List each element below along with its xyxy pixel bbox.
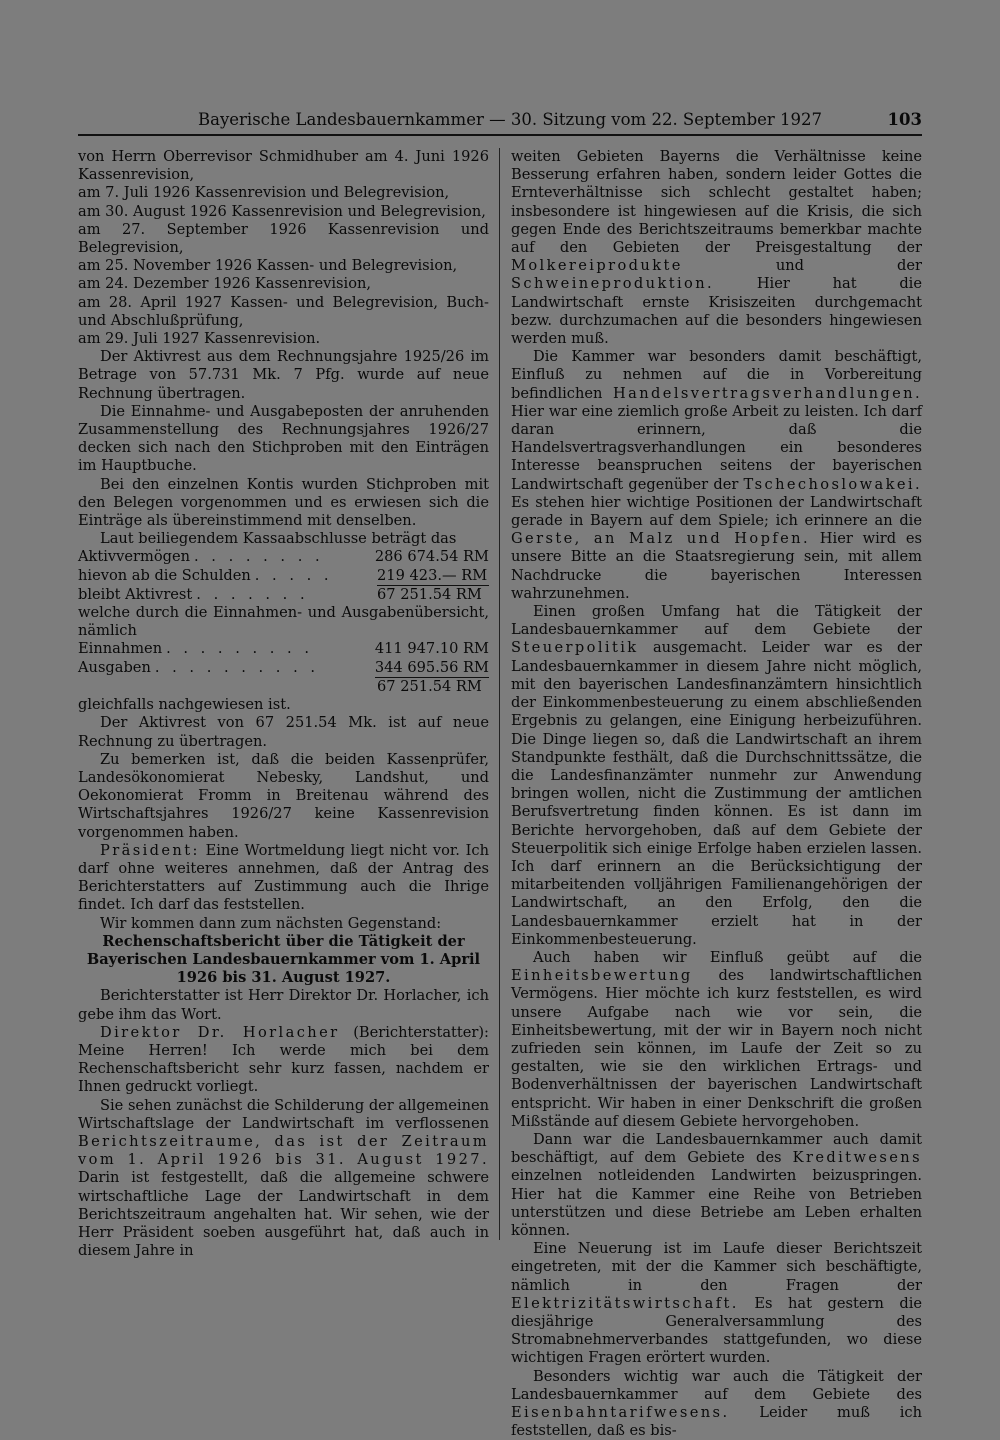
emphasis: Molkereiprodukte	[511, 257, 683, 275]
ledger-row	[78, 567, 489, 586]
left-column	[78, 148, 489, 1260]
list-item: von Herrn Oberrevisor Schmidhuber am 4. Juni 1926 Kassenrevision,	[78, 148, 489, 184]
list-item: am 7. Juli 1926 Kassenrevision und Belegrevision,	[78, 184, 450, 202]
ledger-dots: . . . . . . . . . .	[154, 658, 319, 676]
paragraph: weiten Gebieten Bayerns die Verhältnisse keine Besserung erfahren haben, sondern leider Gottes die Ernteverhältnisse sich schlecht gestaltet haben; insbesondere ist hingewiesen auf die Krisis, die sich gegen Ende des Berichtszeitraums bemerkbar machte auf den Gebieten der Preisgestaltung der Molkereiprodukte und der Schweineproduktion. Hier hat die Landwirtschaft ernste Krisiszeiten durchgemacht bezw. durchzumachen auf die besonders hingewiesen werden muß.	[511, 148, 922, 348]
ledger-label: Einnahmen	[78, 640, 163, 658]
ledger-dots: . . . . . . . .	[194, 548, 324, 566]
paragraph: welche durch die Einnahmen- und Ausgabenübersicht, nämlich	[78, 604, 489, 640]
paragraph	[78, 842, 489, 915]
paragraph: Die Einnahme- und Ausgabeposten der anruhenden Zusammenstellung des Rechnungsjahres 1926/27 decken sich nach den Stichproben mit den Einträgen im Hauptbuche.	[78, 402, 489, 475]
paragraph: Sie sehen zunächst die Schilderung der allgemeinen Wirtschaftslage der Landwirtschaft im verflossenen Berichtszeitraume, das ist der Zeitraum vom 1. April 1926 bis 31. August 1927. Darin ist festgestellt, daß die allgemeine schwere wirtschaftliche Lage der Landwirtschaft in dem Berichtszeitraum angehalten hat. Wir sehen, wie der Herr Präsident soeben ausgeführt hat, daß auch in diesem Jahre in	[78, 1096, 490, 1260]
ledger-amount: 411 947.10 RM	[374, 640, 489, 658]
paragraph: Zu bemerken ist, daß die beiden Kassenprüfer, Landesökonomierat Nebesky, Landshut, und Oekonomierat Fromm in Breitenau während des Wirtschaftsjahres 1926/27 keine Kassenrevision vorgenommen haben.	[78, 750, 489, 841]
ledger-dots: . . . . . . .	[196, 585, 309, 603]
speaker-name: Direktor Dr. Horlacher	[100, 1023, 340, 1041]
ledger-label: Ausgaben	[78, 658, 151, 676]
paragraph: Wir kommen dann zum nächsten Gegenstand:	[100, 914, 442, 932]
ledger-amount: 67 251.54 RM	[377, 677, 482, 695]
list-item: am 29. Juli 1927 Kassenrevision.	[78, 330, 321, 348]
ledger-amount: 344 695.56 RM	[375, 659, 489, 678]
list-item: am 28. April 1927 Kassen- und Belegrevision, Buch- und Abschlußprüfung,	[78, 293, 489, 329]
emphasis: Eisenbahntarifwesens.	[511, 1404, 730, 1422]
list-item: am 27. September 1926 Kassenrevision und Belegrevision,	[78, 220, 489, 257]
section-heading: Rechenschaftsbericht über die Tätigkeit der Bayerischen Landesbauernkammer vom 1. April 1926 bis 31. August 1927.	[86, 932, 481, 987]
running-title: Bayerische Landesbauernkammer — 30. Sitzung vom 22. September 1927	[198, 110, 823, 129]
paragraph-text: Eine Wortmeldung liegt nicht vor. Ich darf ohne weiteres annehmen, daß der Antrag des Berichterstatters auf Zustimmung auch die Ihrige findet. Ich darf das feststellen.	[78, 841, 489, 914]
paragraph	[78, 1024, 489, 1097]
paragraph: Einen großen Umfang hat die Tätigkeit der Landesbauernkammer auf dem Gebiete der Steuerpolitik ausgemacht. Leider war es der Landesbauernkammer in diesem Jahre nicht möglich, mit den bayerischen Landesfinanzämtern hinsichtlich der Einkommenbesteuerung zu einem abschließenden Ergebnis zu gelangen, eine Einigung herbeizuführen. Die Dinge liegen so, daß die Landwirtschaft an ihrem Standpunkte festhält, daß die Durchschnittssätze, die die Landesfinanzämter nunmehr zur Anwendung bringen wollen, nicht die Zustimmung der amtlichen Berufsvertretung finden können. Es ist dann im Berichte hervorgehoben, daß auf dem Gebiete der Steuerpolitik sich einige Erfolge haben erzielen lassen. Ich darf erinnern an die Berücksichtigung der mitarbeitenden volljährigen Familienangehörigen der Landwirtschaft, an den Erfolg, den die Landesbauernkammer erzielt hat in der Einkommenbesteuerung.	[511, 603, 922, 948]
ledger-row	[78, 659, 489, 678]
ledger-amount: 67 251.54 RM	[377, 585, 482, 603]
emphasis: Elektrizitätswirtschaft.	[511, 1294, 739, 1312]
paragraph: Auch haben wir Einfluß geübt auf die Einheitsbewertung des landwirtschaftlichen Vermögens. Hier möchte ich kurz feststellen, es wird unsere Aufgabe nach wie vor sein, die Einheitsbewertung, mit der wir in Bayern noch nicht zufrieden sein können, im Laufe der Zeit so zu gestalten, wie sie den wirklichen Ertrags- und Bodenverhältnissen der bayerischen Landwirtschaft entspricht. Wir haben in einer Denkschrift die großen Mißstände auf diesem Gebiete hervorgehoben.	[511, 948, 922, 1130]
paragraph: Bei den einzelnen Kontis wurden Stichproben mit den Belegen vorgenommen und es erwiesen sich die Einträge als übereinstimmend mit denselben.	[78, 475, 489, 530]
column-divider	[499, 148, 500, 1240]
paragraph: Berichterstatter ist Herr Direktor Dr. Horlacher, ich gebe ihm das Wort.	[78, 987, 489, 1023]
paragraph-text: (Berichterstatter): Meine Herren! Ich werde mich bei dem Rechenschaftsbericht sehr kurz fassen, nachdem er Ihnen gedruckt vorliegt.	[78, 1023, 489, 1096]
ledger-row	[78, 678, 489, 696]
speaker-name: Präsident:	[100, 841, 200, 859]
paragraph: gleichfalls nachgewiesen ist.	[78, 696, 291, 714]
paragraph: Dann war die Landesbauernkammer auch damit beschäftigt, auf dem Gebiete des Kreditwesens einzelnen notleidenden Landwirten beizuspringen. Hier hat die Kammer eine Reihe von Betrieben unterstützen und diese Betriebe am Leben erhalten können.	[511, 1130, 922, 1239]
ledger-dots: . . . . . . . . .	[166, 640, 313, 658]
page-number: 103	[887, 110, 922, 129]
emphasis: Einheitsbewertung	[511, 967, 693, 985]
paragraph: Die Kammer war besonders damit beschäftigt, Einfluß zu nehmen auf die in Vorbereitung befindlichen Handelsvertragsverhandlungen. Hier war eine ziemlich große Arbeit zu leisten. Ich darf daran erinnern, daß die Handelsvertragsverhandlungen ein besonderes Interesse beanspruchen seitens der bayerischen Landwirtschaft gegenüber der Tschechoslowakei. Es stehen hier wichtige Positionen der Landwirtschaft gerade in Bayern auf dem Spiele; ich erinnere an die Gerste, an Malz und Hopfen. Hier wird es unsere Bitte an die Staatsregierung sein, mit allem Nachdrucke die bayerischen Interessen wahrzunehmen.	[511, 348, 922, 602]
list-item: am 24. Dezember 1926 Kassenrevision,	[78, 275, 372, 293]
ledger-label: Aktivvermögen	[78, 548, 191, 566]
list-item: am 30. August 1926 Kassenrevision und Belegrevision,	[78, 202, 486, 220]
ledger-amount: 286 674.54 RM	[374, 548, 489, 566]
ledger-label: hievon ab die Schulden	[78, 566, 251, 584]
ledger-row	[78, 586, 489, 604]
revision-list	[78, 148, 489, 348]
emphasis: Handelsvertragsverhandlungen.	[613, 384, 922, 402]
ledger-label: bleibt Aktivrest	[78, 585, 193, 603]
paragraph: Der Aktivrest von 67 251.54 Mk. ist auf neue Rechnung zu übertragen.	[78, 714, 489, 750]
paragraph: Eine Neuerung ist im Laufe dieser Berichtszeit eingetreten, mit der die Kammer sich beschäftigte, nämlich in den Fragen der Elektrizitätswirtschaft. Es hat gestern die diesjährige Generalversammlung des Stromabnehmerverbandes stattgefunden, wo diese wichtigen Fragen erörtert wurden.	[511, 1240, 922, 1367]
ledger-row	[78, 548, 489, 566]
emphasis: Berichtszeitraume, das ist der Zeitraum vom 1. April 1926 bis 31. August 1927.	[78, 1132, 489, 1169]
emphasis: Kreditwesens	[792, 1149, 922, 1167]
emphasis: Tschechoslowakei.	[743, 475, 922, 493]
ledger-dots: . . . . .	[254, 566, 333, 584]
ledger-row	[78, 640, 489, 658]
paragraph: Der Aktivrest aus dem Rechnungsjahre 1925/26 im Betrage von 57.731 Mk. 7 Pfg. wurde auf neue Rechnung übertragen.	[78, 348, 489, 402]
paragraph: Laut beiliegendem Kassaabschlusse beträgt das	[100, 530, 457, 548]
list-item: am 25. November 1926 Kassen- und Belegrevision,	[78, 257, 458, 275]
emphasis: Gerste, an Malz und Hopfen.	[511, 530, 811, 548]
ledger-amount: 219 423.— RM	[377, 567, 489, 586]
right-column	[511, 148, 922, 1440]
paragraph: Besonders wichtig war auch die Tätigkeit der Landesbauernkammer auf dem Gebiete des Eisenbahntarifwesens. Leider muß ich feststellen, daß es bis-	[511, 1367, 922, 1440]
page-header	[78, 108, 922, 136]
emphasis: Schweineproduktion.	[511, 275, 715, 293]
emphasis: Steuerpolitik	[511, 639, 639, 657]
